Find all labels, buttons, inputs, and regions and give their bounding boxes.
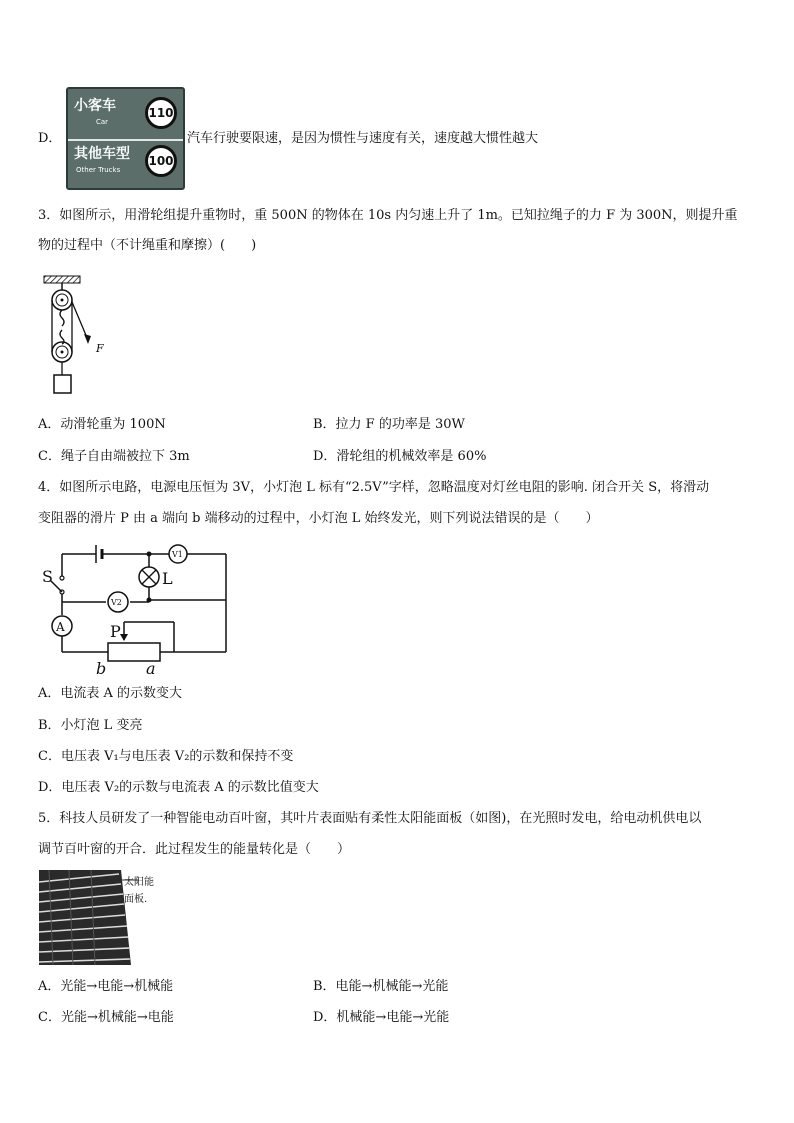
sign-car-en: Car (96, 118, 109, 126)
end-b-label: b (96, 659, 107, 678)
ammeter-label: A (56, 620, 65, 634)
switch-label: S (42, 567, 53, 586)
sign-row-car (68, 91, 183, 141)
solar-label-2: 面板. (124, 894, 148, 905)
q3-stem-line2: 物的过程中（不计绳重和摩擦）( ) (38, 238, 257, 253)
free-rope-icon (72, 302, 88, 340)
solar-blinds-photo (39, 870, 161, 965)
q4-stem-line1: 4．如图所示电路，电源电压恒为 3V，小灯泡 L 标有“2.5V”字样，忽略温度对灯丝电阻的影响. 闭合开关 S，将滑动 (38, 480, 710, 495)
q5-option-b[interactable]: B．电能→机械能→光能 (313, 979, 449, 994)
q4-option-c[interactable]: C．电压表 V₁与电压表 V₂的示数和保持不变 (38, 749, 294, 764)
slider-label: P (110, 622, 121, 641)
q4-stem-line2: 变阻器的滑片 P 由 a 端向 b 端移动的过程中，小灯泡 L 始终发光，则下列说法错误的是（ ） (38, 511, 599, 526)
q4-option-a[interactable]: A．电流表 A 的示数变大 (38, 686, 183, 701)
q3-stem-line1: 3．如图所示，用滑轮组提升重物时，重 500N 的物体在 10s 内匀速上升了 1m。已知拉绳子的力 F 为 300N，则提升重 (38, 208, 738, 223)
q3-option-d[interactable]: D．滑轮组的机械效率是 60% (313, 449, 487, 464)
slider-arrow-icon (120, 634, 128, 641)
q5-stem-line2: 调节百叶窗的开合．此过程发生的能量转化是（ ） (38, 842, 351, 857)
speed-110-icon: 110 (145, 97, 177, 129)
q5-option-d[interactable]: D．机械能→电能→光能 (313, 1010, 450, 1025)
option-d-text: 汽车行驶要限速，是因为惯性与速度有关，速度越大惯性越大 (187, 131, 539, 146)
speed-limit-sign (66, 87, 185, 190)
solar-label-1: 太阳能 (124, 877, 154, 888)
sign-trucks-cn: 其他车型 (74, 146, 130, 162)
circuit-figure (38, 540, 238, 680)
q3-option-c[interactable]: C．绳子自由端被拉下 3m (38, 449, 190, 464)
arrow-down-icon (84, 334, 91, 344)
q5-stem-line1: 5．科技人员研发了一种智能电动百叶窗，其叶片表面贴有柔性太阳能面板（如图)，在光照时发电，给电动机供电以 (38, 811, 702, 826)
pulley-figure (38, 272, 118, 400)
q4-option-b[interactable]: B．小灯泡 L 变亮 (38, 718, 143, 733)
sign-row-trucks (68, 139, 183, 187)
q5-option-c[interactable]: C．光能→机械能→电能 (38, 1010, 174, 1025)
speed-100-icon: 100 (145, 145, 177, 177)
q3-option-b[interactable]: B．拉力 F 的功率是 30W (313, 417, 465, 432)
end-a-label: a (146, 659, 156, 678)
force-label: F (96, 342, 104, 355)
sign-car-cn: 小客车 (74, 98, 116, 114)
v2-label: V2 (111, 598, 122, 607)
weight-block-icon (54, 375, 71, 393)
option-d-label: D． (38, 131, 62, 146)
v1-label: V1 (172, 550, 183, 559)
ceiling-icon (44, 276, 80, 283)
sign-trucks-en: Other Trucks (76, 166, 121, 174)
lamp-label: L (162, 569, 173, 588)
q4-option-d[interactable]: D．电压表 V₂的示数与电流表 A 的示数比值变大 (38, 780, 319, 795)
q5-option-a[interactable]: A．光能→电能→机械能 (38, 979, 174, 994)
q3-option-a[interactable]: A．动滑轮重为 100N (38, 417, 166, 432)
